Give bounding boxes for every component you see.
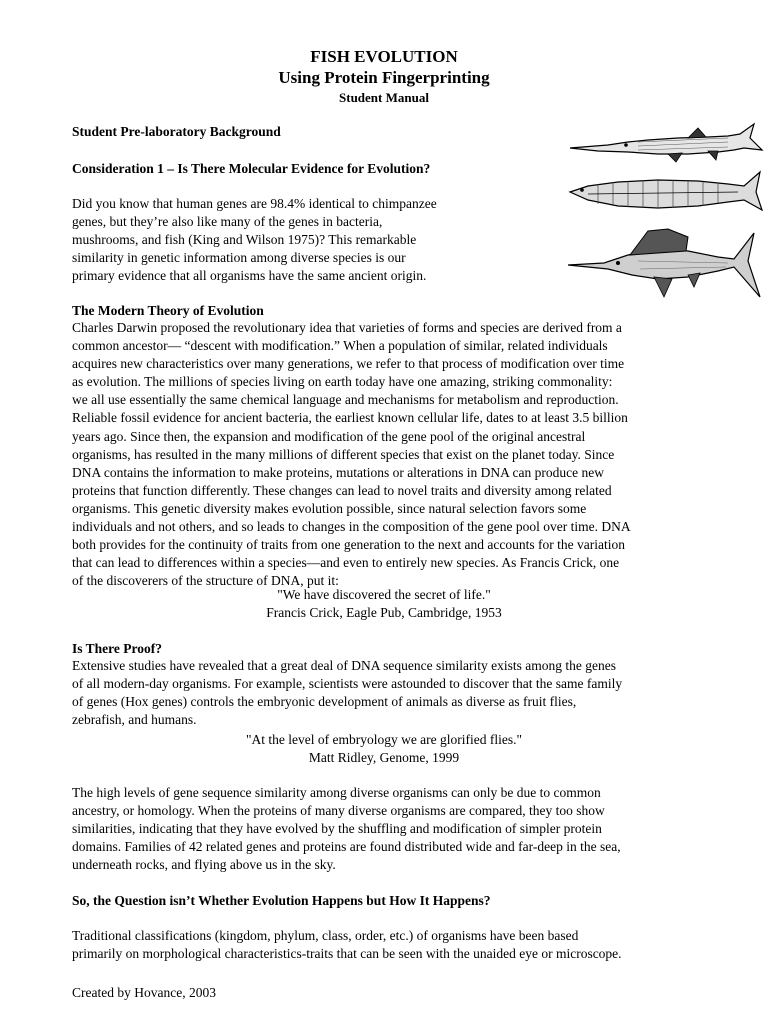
text-line: domains. Families of 42 related genes and proteins are found distributed wide and far-deep in the sea, bbox=[72, 839, 621, 855]
text-line: acquires new characteristics over many generations, we refer to that process of modification over time bbox=[72, 356, 625, 372]
text-line: of genes (Hox genes) controls the embryonic development of animals as diverse as fruit flies, bbox=[72, 694, 577, 710]
text-line: common ancestor— “descent with modification.” When a population of similar, related individuals bbox=[72, 338, 608, 354]
text-line: of the discoverers of the structure of DNA, put it: bbox=[72, 573, 339, 589]
marlin-fish-illustration bbox=[568, 225, 764, 305]
heading-pre-lab: Student Pre-laboratory Background bbox=[72, 124, 281, 139]
traditional-paragraph bbox=[72, 927, 622, 963]
text-line: Did you know that human genes are 98.4% identical to chimpanzee bbox=[72, 196, 437, 211]
heading-question: So, the Question isn’t Whether Evolution Happens but How It Happens? bbox=[72, 893, 491, 908]
proof-paragraph bbox=[72, 657, 622, 729]
text-line: DNA contains the information to make proteins, mutations or alterations in DNA can produce new bbox=[72, 464, 605, 480]
quote-crick-source: Francis Crick, Eagle Pub, Cambridge, 1953 bbox=[266, 605, 502, 620]
text-line: Charles Darwin proposed the revolutionary idea that varieties of forms and species are derived from a bbox=[72, 320, 622, 335]
document-title: FISH EVOLUTION bbox=[310, 47, 458, 66]
quote-ridley: "At the level of embryology we are glorified flies." bbox=[245, 732, 523, 747]
text-line: genes, but they’re also like many of the genes in bacteria, bbox=[72, 214, 383, 230]
heading-consideration: Consideration 1 – Is There Molecular Evidence for Evolution? bbox=[72, 161, 431, 176]
text-line: similarities, indicating that they have evolved by the shuffling and modification of simpler protein bbox=[72, 821, 602, 837]
text-line: both provides for the continuity of traits from one generation to the next and accounts for the variation bbox=[72, 537, 625, 553]
text-line: Reliable fossil evidence for ancient bacteria, the earliest known cellular life, dates to at least 3.5 billion bbox=[72, 410, 628, 426]
text-line: similarity in genetic information among diverse species is our bbox=[72, 250, 406, 266]
manual-label: Student Manual bbox=[339, 90, 429, 105]
text-line: as evolution. The millions of species living on earth today have one amazing, striking commonality: bbox=[72, 374, 613, 390]
intro-paragraph bbox=[72, 195, 437, 285]
heading-proof: Is There Proof? bbox=[72, 641, 162, 656]
text-line: we all use essentially the same chemical language and mechanisms for metabolism and reproduction. bbox=[72, 392, 619, 408]
text-line: years ago. Since then, the expansion and modification of the gene pool of the original ancestral bbox=[72, 428, 586, 444]
text-line: ancestry, or homology. When the proteins of many diverse organisms are compared, they too show bbox=[72, 803, 605, 819]
similarity-paragraph bbox=[72, 784, 621, 874]
sturgeon-fish-illustration bbox=[568, 170, 764, 220]
text-line: zebrafish, and humans. bbox=[72, 712, 197, 728]
footer-credit: Created by Hovance, 2003 bbox=[72, 985, 216, 1000]
modern-theory-paragraph bbox=[72, 319, 631, 590]
text-line: Traditional classifications (kingdom, phylum, class, order, etc.) of organisms have been based bbox=[72, 928, 579, 943]
text-line: primarily on morphological characteristics-traits that can be seen with the unaided eye or microscope. bbox=[72, 946, 622, 962]
quote-ridley-source: Matt Ridley, Genome, 1999 bbox=[308, 750, 460, 765]
text-line: mushrooms, and fish (King and Wilson 1975)? This remarkable bbox=[72, 232, 417, 248]
text-line: individuals and not others, and so leads to changes in the composition of the gene pool over time. DNA bbox=[72, 519, 631, 535]
text-line: Extensive studies have revealed that a great deal of DNA sequence similarity exists among the genes bbox=[72, 658, 616, 673]
document-page bbox=[72, 0, 696, 1024]
heading-modern-theory: The Modern Theory of Evolution bbox=[72, 303, 264, 318]
document-subtitle: Using Protein Fingerprinting bbox=[278, 68, 490, 87]
text-line: proteins that function differently. These changes can lead to novel traits and diversity among related bbox=[72, 482, 612, 498]
text-line: of all modern-day organisms. For example, scientists were astounded to discover that the same family bbox=[72, 676, 623, 692]
text-line: The high levels of gene sequence similarity among diverse organisms can only be due to common bbox=[72, 785, 601, 800]
text-line: organisms. This genetic diversity makes evolution possible, since natural selection favors some bbox=[72, 500, 587, 516]
gar-fish-illustration bbox=[568, 120, 764, 170]
text-line: underneath rocks, and flying above us in the sky. bbox=[72, 857, 336, 873]
text-line: organisms, has resulted in the many millions of different species that exist on the planet today. Since bbox=[72, 446, 615, 462]
text-line: that can lead to differences within a species—and even to entirely new species. As Francis Crick, one bbox=[72, 555, 620, 571]
text-line: primary evidence that all organisms have the same ancient origin. bbox=[72, 268, 427, 284]
quote-crick: "We have discovered the secret of life." bbox=[277, 587, 491, 602]
